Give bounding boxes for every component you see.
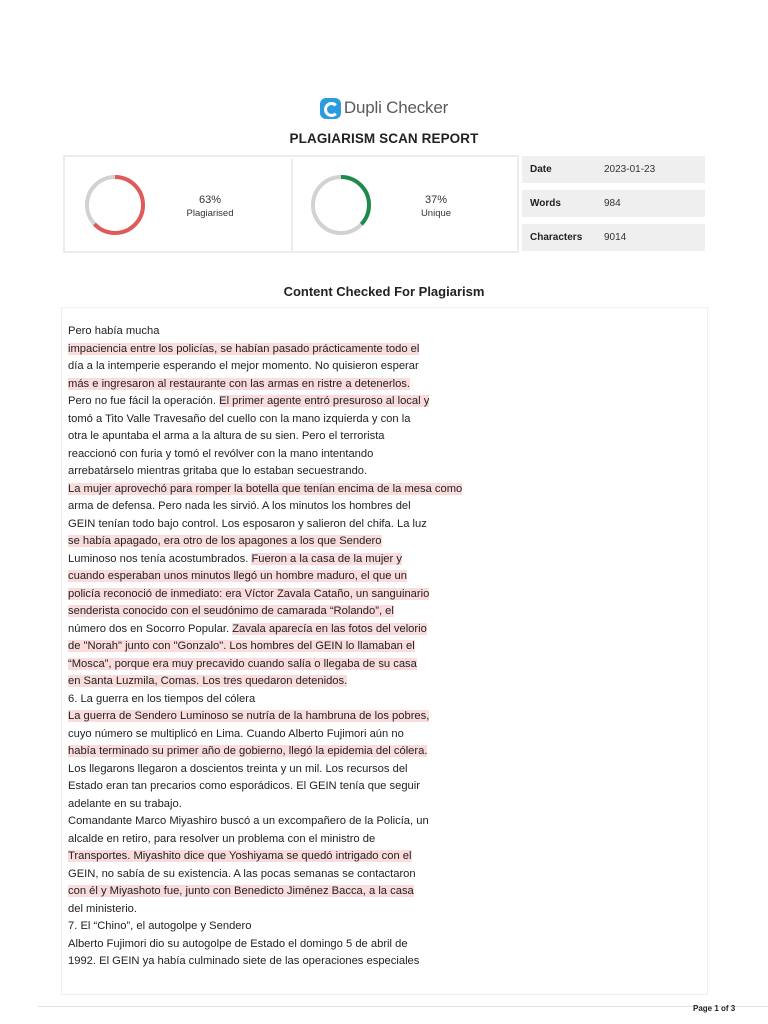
plain-text: Comandante Marco Miyashiro buscó a un excompañero de la Policía, un bbox=[68, 815, 429, 827]
plain-text: arrebatárselo mientras gritaba que lo estaban secuestrando. bbox=[68, 465, 368, 477]
highlighted-text: La guerra de Sendero Luminoso se nutría de la hambruna de los pobres, bbox=[68, 710, 430, 722]
plain-text: del ministerio. bbox=[68, 902, 138, 915]
plagiarised-percent: 63% bbox=[198, 194, 222, 206]
meta-value: 2023-01-23 bbox=[604, 164, 656, 175]
report-title: PLAGIARISM SCAN REPORT bbox=[289, 131, 479, 146]
highlighted-text: con él y Miyashoto fue, junto con Benedicto Jiménez Bacca, a la casa bbox=[68, 885, 414, 897]
content-line bbox=[68, 848, 462, 866]
content-line bbox=[68, 673, 462, 691]
highlighted-text: había terminado su primer año de gobierno, llegó la epidemia del cólera. bbox=[68, 745, 428, 757]
content-line bbox=[68, 726, 462, 744]
content-line bbox=[68, 656, 462, 674]
highlighted-text: “Mosca”, porque era muy precavido cuando salía o llegaba de su casa bbox=[68, 657, 417, 670]
unique-stat bbox=[391, 193, 481, 221]
content-line bbox=[68, 498, 462, 516]
highlighted-text: Zavala aparecía en las fotos del velorio bbox=[232, 622, 427, 635]
content-line bbox=[68, 778, 462, 796]
highlighted-text: más e ingresaron al restaurante con las armas en ristre a detenerlos. bbox=[68, 377, 411, 390]
plain-text: Los llegarons llegaron a doscientos treinta y un mil. Los recursos del bbox=[68, 762, 408, 775]
brand-name: Dupli Checker bbox=[343, 98, 449, 117]
highlighted-text: en Santa Luzmila, Comas. Los tres quedaron detenidos. bbox=[68, 675, 348, 687]
plain-text: arma de defensa. Pero nada les sirvió. A los minutos los hombres del bbox=[68, 500, 411, 512]
plain-text: Pero no fue fácil la operación. bbox=[68, 395, 220, 407]
meta-row-date bbox=[522, 156, 705, 183]
unique-label: Unique bbox=[420, 208, 452, 219]
content-section-title: Content Checked For Plagiarism bbox=[283, 284, 485, 299]
content-line bbox=[68, 568, 462, 586]
content-line bbox=[68, 901, 462, 919]
highlighted-text: El primer agente entró presuroso al local y bbox=[219, 395, 430, 407]
highlighted-text: policía reconoció de inmediato: era Víctor Zavala Cataño, un sanguinario bbox=[68, 587, 430, 600]
highlighted-text: senderista conocido con el seudónimo de camarada “Rolando”, el bbox=[68, 605, 394, 617]
content-line bbox=[68, 761, 462, 779]
content-line bbox=[68, 603, 462, 621]
content-line bbox=[68, 866, 462, 884]
content-line bbox=[68, 393, 462, 411]
meta-key: Words bbox=[530, 198, 561, 209]
stats-divider bbox=[291, 159, 293, 251]
plagiarised-stat bbox=[165, 193, 255, 221]
content-line bbox=[68, 918, 462, 936]
content-line bbox=[68, 446, 462, 464]
highlighted-text: se había apagado, era otro de los apagones a los que Sendero bbox=[68, 535, 382, 547]
content-line bbox=[68, 621, 462, 639]
plain-text: Alberto Fujimori dio su autogolpe de Estado el domingo 5 de abril de bbox=[68, 937, 408, 950]
content-line bbox=[68, 691, 462, 709]
plain-text: Luminoso nos tenía acostumbrados. bbox=[68, 552, 252, 565]
brand-logo bbox=[0, 96, 768, 120]
highlighted-text: impaciencia entre los policías, se habían pasado prácticamente todo el bbox=[68, 342, 420, 355]
plain-text: cuyo número se multiplicó en Lima. Cuando Alberto Fujimori aún no bbox=[68, 727, 404, 740]
content-line bbox=[68, 516, 462, 534]
plain-text: reaccionó con furia y tomó el revólver con la mano intentando bbox=[68, 447, 374, 460]
meta-value: 984 bbox=[604, 198, 621, 209]
content-line bbox=[68, 953, 462, 971]
content-line bbox=[68, 796, 462, 814]
plain-text: 7. El “Chino”, el autogolpe y Sendero bbox=[68, 920, 252, 932]
plain-text: alcalde en retiro, para resolver un problema con el ministro de bbox=[68, 832, 376, 845]
content-line bbox=[68, 323, 462, 341]
plain-text: Pero había mucha bbox=[68, 325, 160, 337]
plain-text: día a la intemperie esperando el mejor momento. No quisieron esperar bbox=[68, 360, 419, 372]
highlighted-text: cuando esperaban unos minutos llegó un hombre maduro, el que un bbox=[68, 570, 407, 582]
page-number: Page 1 of 3 bbox=[693, 1004, 736, 1013]
highlighted-text: Transportes. Miyashito dice que Yoshiyama se quedó intrigado con el bbox=[68, 850, 412, 862]
content-line bbox=[68, 463, 462, 481]
content-line bbox=[68, 428, 462, 446]
plain-text: GEIN, no sabía de su existencia. A las pocas semanas se contactaron bbox=[68, 867, 416, 880]
stats-panel bbox=[63, 155, 519, 253]
meta-row-words bbox=[522, 190, 705, 217]
content-line bbox=[68, 638, 462, 656]
plain-text: 1992. El GEIN ya había culminado siete de las operaciones especiales bbox=[68, 955, 420, 967]
content-line bbox=[68, 481, 462, 499]
highlighted-text: Fueron a la casa de la mujer y bbox=[251, 552, 402, 565]
content-line bbox=[68, 341, 462, 359]
plain-text: número dos en Socorro Popular. bbox=[68, 622, 233, 635]
meta-row-characters bbox=[522, 224, 705, 251]
content-line bbox=[68, 936, 462, 954]
meta-key: Characters bbox=[530, 232, 583, 243]
content-line bbox=[68, 813, 462, 831]
content-line bbox=[68, 586, 462, 604]
content-line bbox=[68, 883, 462, 901]
content-line bbox=[68, 743, 462, 761]
plain-text: 6. La guerra en los tiempos del cólera bbox=[68, 692, 256, 705]
plain-text: tomó a Tito Valle Travesaño del cuello con la mano izquierda y con la bbox=[68, 412, 411, 425]
plagiarised-label: Plagiarised bbox=[186, 208, 234, 219]
highlighted-text: La mujer aprovechó para romper la botella que tenían encima de la mesa como bbox=[68, 482, 463, 495]
content-line bbox=[68, 551, 462, 569]
footer-divider bbox=[38, 1006, 768, 1007]
plain-text: adelante en su trabajo. bbox=[68, 797, 182, 810]
content-line bbox=[68, 376, 462, 394]
content-line bbox=[68, 708, 462, 726]
plain-text: Estado eran tan precarios como esporádicos. El GEIN tenía que seguir bbox=[68, 780, 420, 792]
plain-text: GEIN tenían todo bajo control. Los esposaron y salieron del chifa. La luz bbox=[68, 517, 427, 530]
duplichecker-logo-icon bbox=[320, 98, 341, 119]
content-text bbox=[68, 323, 462, 971]
content-line bbox=[68, 831, 462, 849]
meta-value: 9014 bbox=[604, 232, 627, 243]
plain-text: otra le apuntaba el arma a la altura de su sien. Pero el terrorista bbox=[68, 430, 385, 442]
content-line bbox=[68, 358, 462, 376]
content-line bbox=[68, 411, 462, 429]
unique-ring bbox=[311, 175, 371, 235]
plagiarised-ring bbox=[85, 175, 145, 235]
meta-key: Date bbox=[530, 164, 552, 175]
highlighted-text: de "Norah" junto con "Gonzalo". Los hombres del GEIN lo llamaban el bbox=[68, 640, 415, 652]
content-line bbox=[68, 533, 462, 551]
unique-percent: 37% bbox=[424, 194, 448, 206]
